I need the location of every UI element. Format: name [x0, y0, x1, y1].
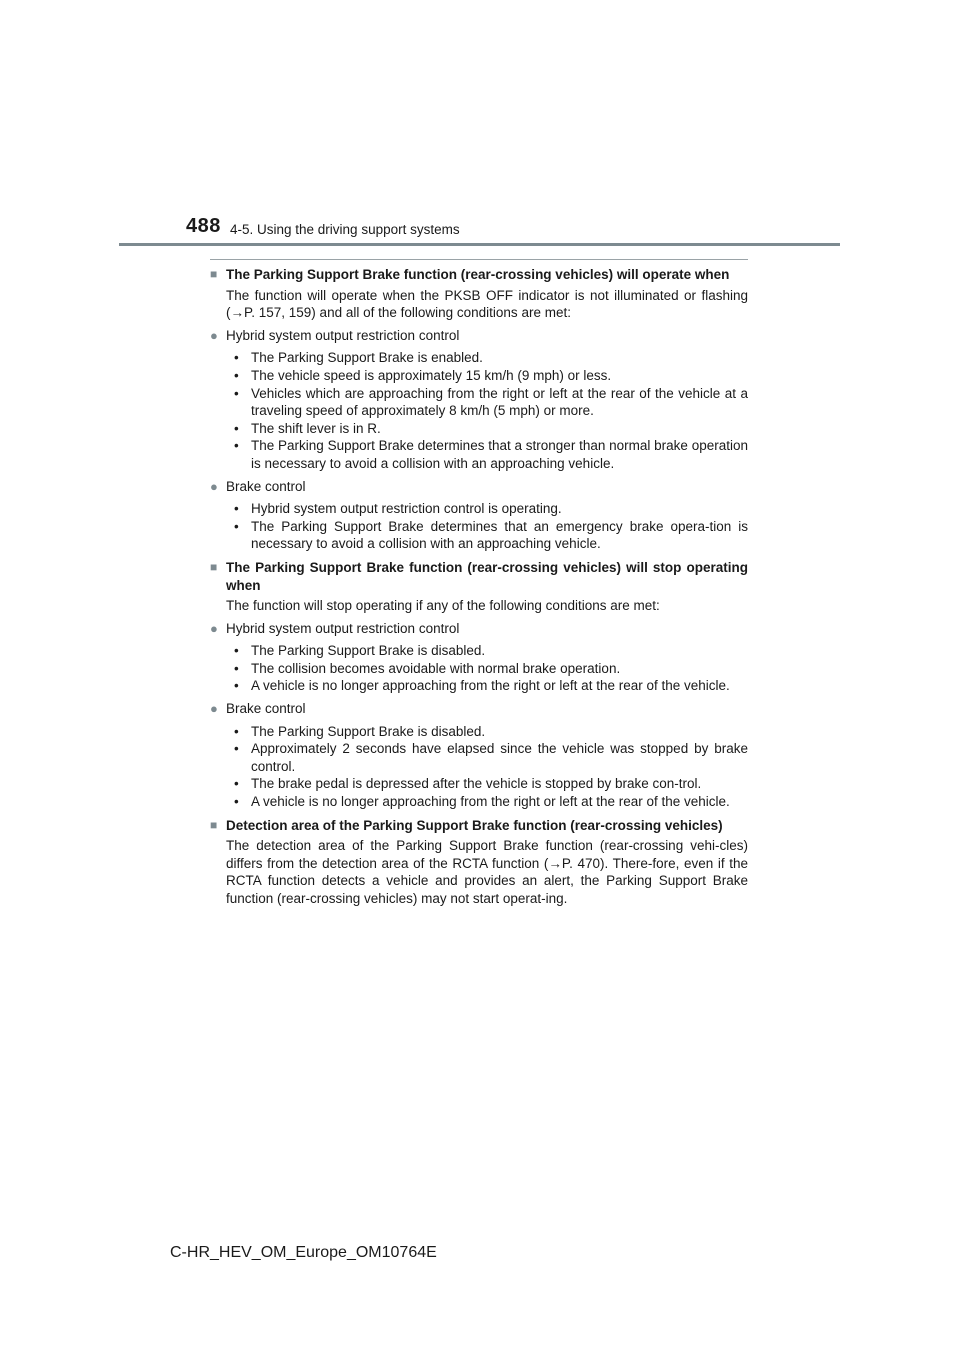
- list-item: • A vehicle is no longer approaching from the right or left at the rear of the vehicle.: [234, 678, 730, 694]
- list-item: • The collision becomes avoidable with normal brake operation.: [234, 660, 621, 676]
- list-item: • The Parking Support Brake determines that a stronger than normal brake operation is necessary to avoid a collision with an approaching vehicle.: [234, 438, 748, 471]
- list-item: • A vehicle is no longer approaching from the right or left at the rear of the vehicle.: [234, 794, 730, 810]
- header-rule: [119, 243, 840, 246]
- list-item: • The Parking Support Brake is disabled.: [234, 643, 486, 659]
- list-item: • Vehicles which are approaching from the right or left at the rear of the vehicle at a traveling speed of approximately 8 km/h (5 mph) or more.: [234, 385, 748, 419]
- condition-title: Brake control: [226, 701, 306, 717]
- section-heading-text: The Parking Support Brake function (rear-crossing vehicles) will operate when: [226, 267, 730, 282]
- bullet-list: [210, 500, 748, 553]
- list-item: • The vehicle speed is approximately 15 km/h (9 mph) or less.: [234, 367, 612, 383]
- list-item: • The brake pedal is depressed after the vehicle is stopped by brake con-trol.: [234, 776, 702, 792]
- list-item: • The Parking Support Brake is enabled.: [234, 350, 483, 366]
- list-item: • The Parking Support Brake determines that an emergency brake opera-tion is necessary to avoid a collision with an approaching vehicle.: [234, 518, 748, 552]
- condition-group: [210, 327, 748, 345]
- page-content: [210, 266, 748, 908]
- content-top-rule: [210, 259, 748, 260]
- section-stop-operating-when: [210, 559, 748, 811]
- circle-bullet-icon: ●: [210, 620, 218, 636]
- list-item: • The Parking Support Brake is disabled.: [234, 723, 486, 739]
- condition-group: [210, 700, 748, 718]
- bullet-list: [210, 349, 748, 472]
- circle-bullet-icon: ●: [210, 701, 218, 717]
- section-operate-when: [210, 266, 748, 553]
- section-heading: [210, 559, 748, 594]
- square-bullet-icon: ■: [210, 267, 218, 281]
- condition-title: Hybrid system output restriction control: [226, 327, 460, 343]
- condition-title: Brake control: [226, 478, 306, 494]
- section-intro: The function will operate when the PKSB OFF indicator is not illuminated or flashing (→P. 157, 159) and all of the following conditions are met:: [226, 287, 748, 321]
- page-number: 488: [186, 215, 221, 237]
- section-intro: The function will stop operating if any of the following conditions are met:: [226, 598, 660, 614]
- square-bullet-icon: ■: [210, 817, 218, 832]
- section-intro: The detection area of the Parking Support Brake function (rear-crossing vehi-cles) differs from the detection area of the RCTA function (→P. 470). There-fore, even if the RCTA function detects a vehicle and provides an alert, the Parking Support Brake function (rear-crossing vehicles) may not start operat-ing.: [226, 838, 748, 906]
- section-detection-area: [210, 817, 748, 908]
- condition-group: [210, 620, 748, 638]
- bullet-list: [210, 723, 748, 811]
- circle-bullet-icon: ●: [210, 478, 218, 494]
- bullet-list: [210, 642, 748, 695]
- footer-doc-id: C-HR_HEV_OM_Europe_OM10764E: [170, 1244, 437, 1261]
- list-item: • Hybrid system output restriction control is operating.: [234, 501, 562, 517]
- square-bullet-icon: ■: [210, 559, 218, 574]
- condition-group: [210, 478, 748, 496]
- list-item: • Approximately 2 seconds have elapsed since the vehicle was stopped by brake control.: [234, 741, 748, 774]
- section-heading-text: Detection area of the Parking Support Brake function (rear-crossing vehicles): [226, 817, 723, 833]
- condition-title: Hybrid system output restriction control: [226, 620, 460, 636]
- section-heading: [210, 266, 748, 284]
- section-heading-text: The Parking Support Brake function (rear-crossing vehicles) will stop operating when: [226, 559, 748, 593]
- list-item: • The shift lever is in R.: [234, 420, 381, 436]
- circle-bullet-icon: ●: [210, 327, 218, 343]
- section-title: 4-5. Using the driving support systems: [230, 222, 460, 237]
- section-heading: [210, 817, 748, 835]
